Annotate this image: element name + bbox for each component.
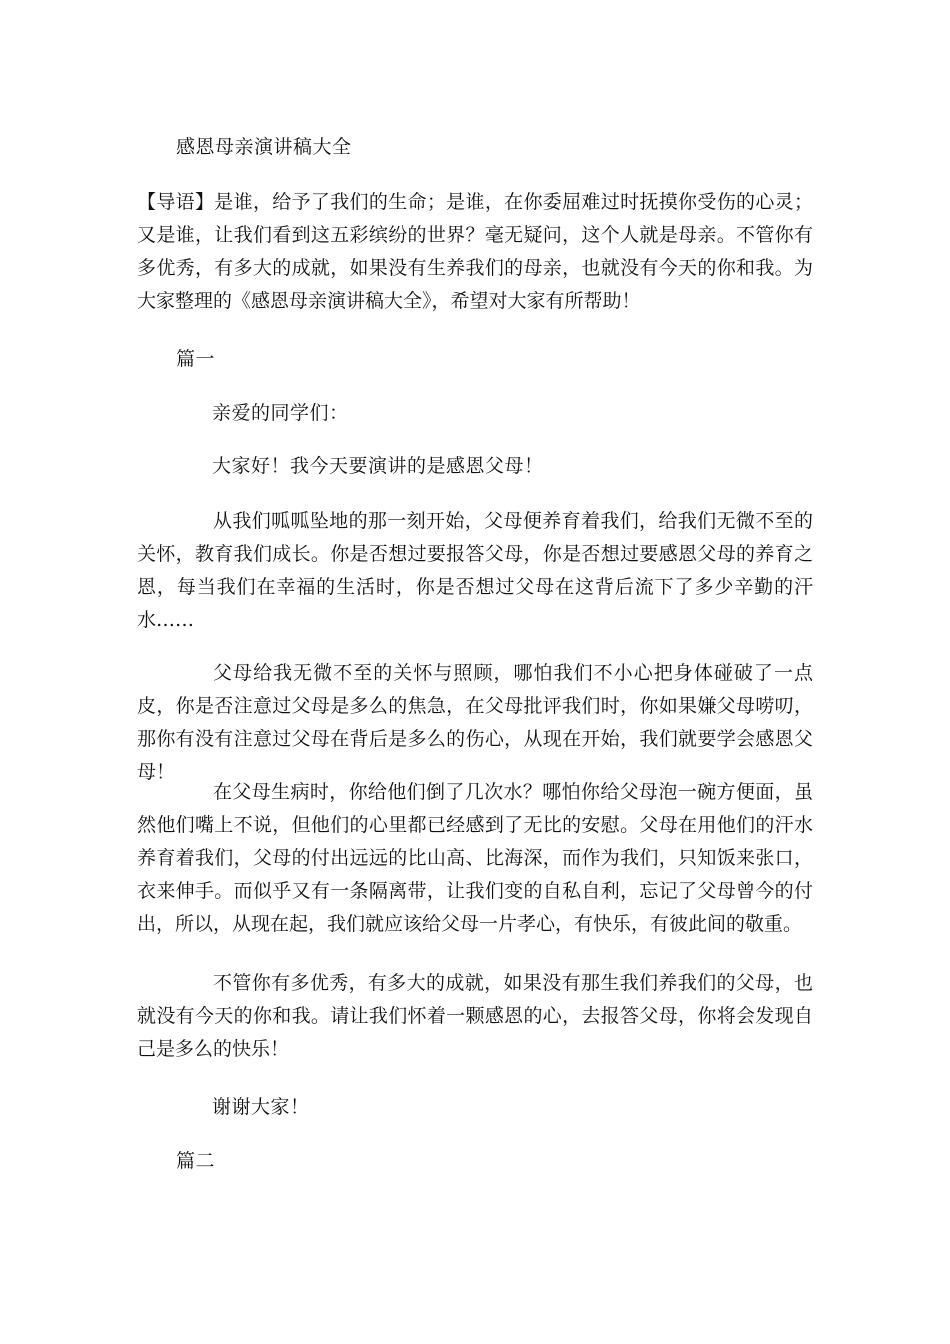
closing-line: 谢谢大家！: [212, 1096, 310, 1118]
body-paragraph-4: [137, 967, 813, 1066]
intro-paragraph: [137, 186, 813, 318]
body-paragraph-1: [137, 505, 813, 637]
section-heading-2: 篇二: [176, 1150, 216, 1172]
paragraph-text: 从我们呱呱坠地的那一刻开始，父母便养育着我们，给我们无微不至的关怀，教育我们成长。你是否想过要报答父母，你是否想过要感恩父母的养育之恩，每当我们在幸福的生活时，你是否想过父母在这背后流下了多少辛勤的汗水……: [137, 510, 813, 631]
greeting: 大家好！我今天要演讲的是感恩父母！: [212, 455, 544, 477]
section-heading-1: 篇一: [176, 348, 216, 370]
intro-text: 【导语】是谁，给予了我们的生命；是谁，在你委屈难过时抚摸你受伤的心灵；又是谁，让我们看到这五彩缤纷的世界？毫无疑问，这个人就是母亲。不管你有多优秀，有多大的成就，如果没有生养我们的母亲，也就没有今天的你和我。为大家整理的《感恩母亲演讲稿大全》，希望对大家有所帮助！: [137, 191, 813, 312]
paragraph-text: 在父母生病时，你给他们倒了几次水？哪怕你给父母泡一碗方便面，虽然他们嘴上不说，但他们的心里都已经感到了无比的安慰。父母在用他们的汗水养育着我们，父母的付出远远的比山高、比海深，而作为我们，只知饭来张口，衣来伸手。而似乎又有一条隔离带，让我们变的自私自利，忘记了父母曾今的付出，所以，从现在起，我们就应该给父母一片孝心，有快乐，有彼此间的敬重。: [137, 781, 813, 935]
document-title: 感恩母亲演讲稿大全: [176, 136, 352, 158]
body-paragraph-3: [137, 776, 813, 941]
paragraph-text: 不管你有多优秀，有多大的成就，如果没有那生我们养我们的父母，也就没有今天的你和我。请让我们怀着一颗感恩的心，去报答父母，你将会发现自己是多么的快乐！: [137, 972, 813, 1060]
paragraph-text: 父母给我无微不至的关怀与照顾，哪怕我们不小心把身体碰破了一点皮，你是否注意过父母是多么的焦急，在父母批评我们时，你如果嫌父母唠叨，那你有没有注意过父母在背后是多么的伤心，从现在开始，我们就要学会感恩父母！: [137, 662, 813, 783]
salutation: 亲爱的同学们：: [212, 402, 349, 424]
body-paragraph-2: [137, 657, 813, 789]
